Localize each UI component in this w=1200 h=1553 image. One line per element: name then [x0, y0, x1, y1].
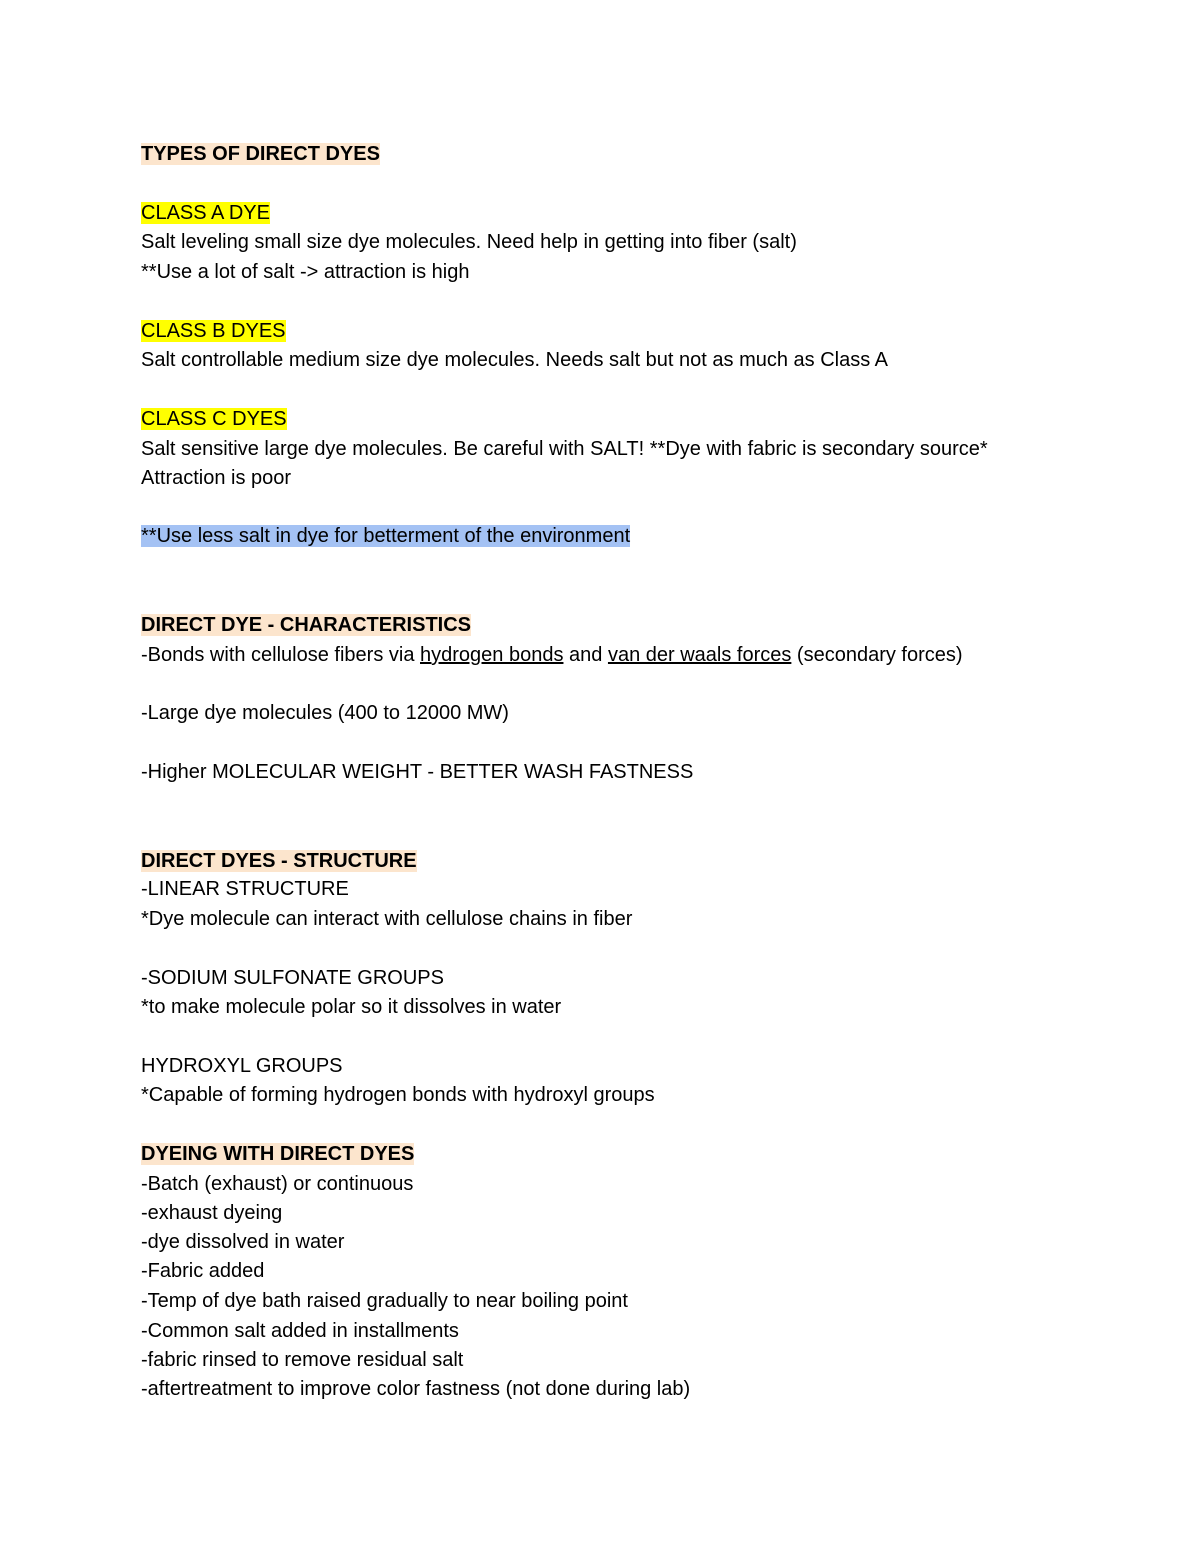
sodium-sulfonate-line: -SODIUM SULFONATE GROUPS: [141, 967, 444, 989]
class-c-label-line: [141, 406, 287, 432]
class-b-label: CLASS B DYES: [141, 320, 286, 342]
dyeing-step: -Fabric added: [141, 1260, 265, 1282]
class-a-label-line: [141, 200, 270, 226]
environment-note: **Use less salt in dye for betterment of the environment: [141, 525, 631, 547]
linear-structure-line: -LINEAR STRUCTURE: [141, 878, 349, 900]
dyeing-step: -Batch (exhaust) or continuous: [141, 1173, 414, 1195]
bonds-prefix: -Bonds with cellulose fibers via: [141, 644, 421, 666]
class-c-label: CLASS C DYES: [141, 408, 287, 430]
dyeing-step: -fabric rinsed to remove residual salt: [141, 1349, 464, 1371]
large-molecules-line: -Large dye molecules (400 to 12000 MW): [141, 702, 509, 724]
hydrogen-bonds-text: hydrogen bonds: [420, 644, 564, 666]
sodium-sulfonate-note: *to make molecule polar so it dissolves in water: [141, 996, 562, 1018]
class-a-label: CLASS A DYE: [141, 202, 270, 224]
class-a-description: Salt leveling small size dye molecules. Need help in getting into fiber (salt): [141, 231, 797, 253]
class-b-label-line: [141, 318, 286, 344]
molecular-weight-line: -Higher MOLECULAR WEIGHT - BETTER WASH FASTNESS: [141, 761, 694, 783]
class-b-description: Salt controllable medium size dye molecules. Needs salt but not as much as Class A: [141, 349, 889, 371]
structure-heading-line: [141, 848, 417, 874]
environment-note-line: [141, 523, 630, 549]
dyeing-heading-line: [141, 1141, 414, 1167]
dyeing-step: -dye dissolved in water: [141, 1231, 345, 1253]
dyeing-step: -exhaust dyeing: [141, 1202, 283, 1224]
characteristics-heading-line: [141, 612, 471, 638]
class-c-note: Attraction is poor: [141, 467, 292, 489]
hydroxyl-groups-note: *Capable of forming hydrogen bonds with hydroxyl groups: [141, 1084, 655, 1106]
bonds-line: [141, 642, 963, 668]
dyeing-step: -Common salt added in installments: [141, 1320, 459, 1342]
bonds-suffix: (secondary forces): [791, 644, 963, 666]
structure-heading: DIRECT DYES - STRUCTURE: [141, 850, 417, 872]
types-heading-line: [141, 141, 380, 167]
characteristics-heading: DIRECT DYE - CHARACTERISTICS: [141, 614, 472, 636]
van-der-waals-text: van der waals forces: [607, 644, 792, 666]
dyeing-step: -Temp of dye bath raised gradually to near boiling point: [141, 1290, 628, 1312]
class-c-description: Salt sensitive large dye molecules. Be careful with SALT! **Dye with fabric is secondary source*: [141, 438, 988, 460]
class-a-note: **Use a lot of salt -> attraction is high: [141, 261, 470, 283]
bonds-mid: and: [563, 644, 608, 666]
dyeing-heading: DYEING WITH DIRECT DYES: [141, 1143, 415, 1165]
hydroxyl-groups-line: HYDROXYL GROUPS: [141, 1055, 343, 1077]
linear-structure-note: *Dye molecule can interact with cellulose chains in fiber: [141, 908, 633, 930]
types-heading: TYPES OF DIRECT DYES: [141, 143, 380, 165]
dyeing-step: -aftertreatment to improve color fastness (not done during lab): [141, 1378, 691, 1400]
